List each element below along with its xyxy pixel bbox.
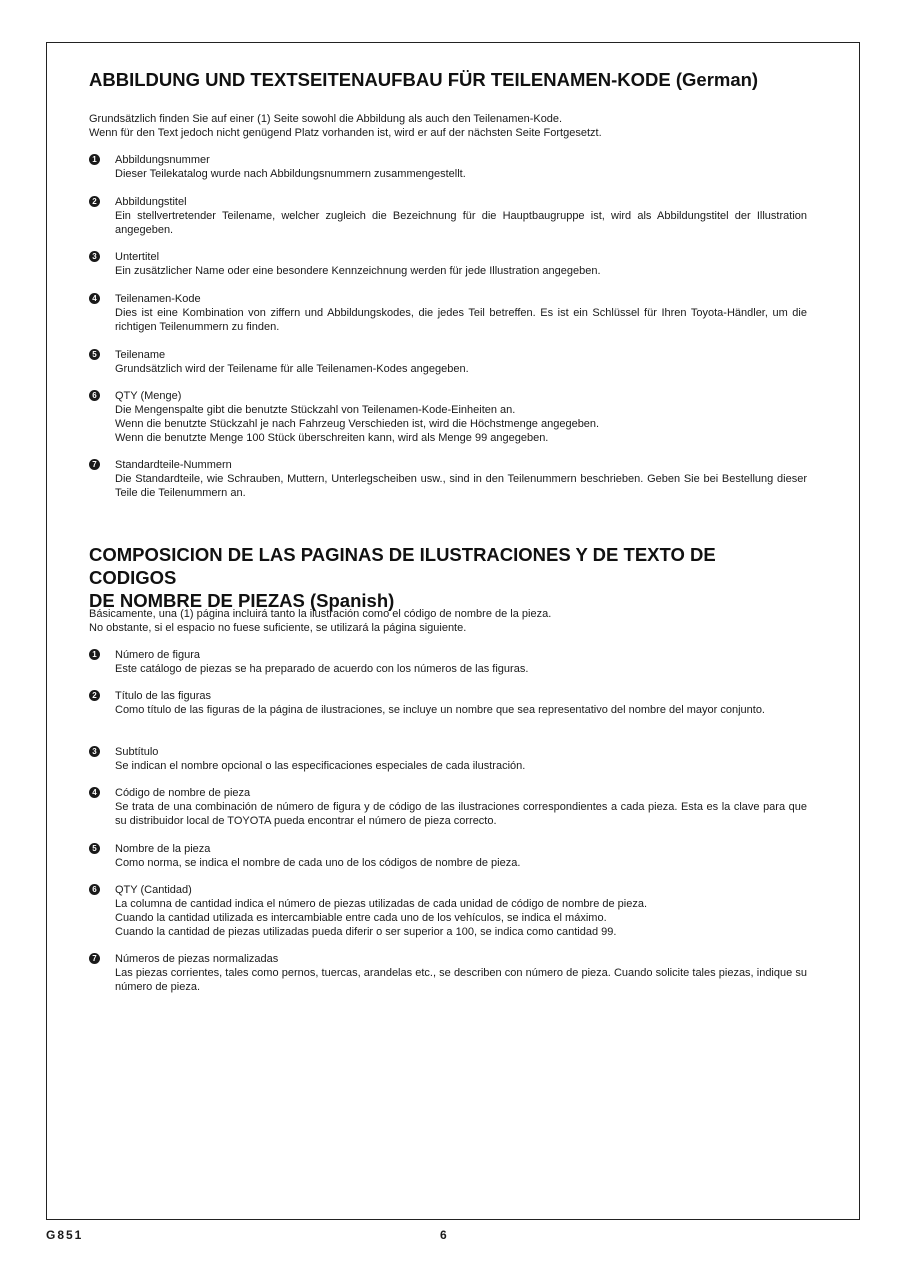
number-bullet-icon: 2 xyxy=(89,196,100,207)
german-intro-line-1: Grundsätzlich finden Sie auf einer (1) Seite sowohl die Abbildung als auch den Teilenamen-Kode. xyxy=(89,113,563,125)
number-bullet-icon: 5 xyxy=(89,349,100,360)
item-description-line: Wenn die benutzte Menge 100 Stück überschreiten kann, wird als Menge 99 angegeben. xyxy=(115,432,549,444)
item-description: Dieser Teilekatalog wurde nach Abbildungsnummern zusammengestellt. xyxy=(115,168,466,180)
spanish-item-3 xyxy=(89,745,807,773)
item-title: Standardteile-Nummern xyxy=(115,459,232,471)
german-item-4 xyxy=(89,292,807,334)
number-bullet-icon: 6 xyxy=(89,390,100,401)
item-description-line: Wenn die benutzte Stückzahl je nach Fahrzeug Verschieden ist, wird die Höchstmenge angegeben. xyxy=(115,418,600,430)
item-title: Título de las figuras xyxy=(115,690,211,702)
german-item-6 xyxy=(89,389,807,445)
number-bullet-icon: 7 xyxy=(89,459,100,470)
item-description: Se indican el nombre opcional o las especificaciones especiales de cada ilustración. xyxy=(115,760,526,772)
spanish-item-7 xyxy=(89,952,807,994)
item-title: Teilenamen-Kode xyxy=(115,293,201,305)
spanish-intro xyxy=(89,607,807,635)
item-description: Este catálogo de piezas se ha preparado de acuerdo con los números de las figuras. xyxy=(115,663,529,675)
catalog-code: G851 xyxy=(46,1228,84,1242)
spanish-section xyxy=(89,543,807,612)
item-description: Die Standardteile, wie Schrauben, Muttern, Unterlegscheiben usw., sind in den Teilenummern beschrieben. Geben Sie bei Bestellung dieser Teile die Teilenummern an. xyxy=(115,473,807,499)
item-description: Grundsätzlich wird der Teilename für alle Teilenamen-Kodes angegeben. xyxy=(115,363,469,375)
item-title: QTY (Cantidad) xyxy=(115,884,192,896)
item-title: Abbildungsnummer xyxy=(115,154,210,166)
item-description-line: Cuando la cantidad utilizada es intercambiable entre cada uno de los vehículos, se indica el máximo. xyxy=(115,912,607,924)
spanish-item-4 xyxy=(89,786,807,828)
number-bullet-icon: 3 xyxy=(89,746,100,757)
item-title: Abbildungstitel xyxy=(115,196,187,208)
number-bullet-icon: 4 xyxy=(89,787,100,798)
item-description-line: Cuando la cantidad de piezas utilizadas pueda diferir o ser superior a 100, se indica como cantidad 99. xyxy=(115,926,617,938)
page-number: 6 xyxy=(440,1228,447,1242)
spanish-item-6 xyxy=(89,883,807,939)
item-title: Teilename xyxy=(115,349,166,361)
item-description: Como norma, se indica el nombre de cada uno de los códigos de nombre de pieza. xyxy=(115,857,521,869)
spanish-item-1 xyxy=(89,648,807,676)
german-item-1 xyxy=(89,153,807,181)
german-item-3 xyxy=(89,250,807,278)
item-description: Ein stellvertretender Teilename, welcher zugleich die Bezeichnung für die Hauptbaugruppe ist, wird als Abbildungstitel der Illustration angegeben. xyxy=(115,210,807,236)
number-bullet-icon: 2 xyxy=(89,690,100,701)
number-bullet-icon: 3 xyxy=(89,251,100,262)
item-description-line: Die Mengenspalte gibt die benutzte Stückzahl von Teilenamen-Kode-Einheiten an. xyxy=(115,404,516,416)
number-bullet-icon: 1 xyxy=(89,154,100,165)
number-bullet-icon: 6 xyxy=(89,884,100,895)
item-description: Dies ist eine Kombination von ziffern und Abbildungskodes, die jedes Teil betreffen. Es ist ein Schlüssel für Ihren Toyota-Händler, um die richtigen Teilenummern zu finden. xyxy=(115,307,807,333)
item-title: Código de nombre de pieza xyxy=(115,787,251,799)
spanish-intro-line-1: Básicamente, una (1) página incluirá tanto la ilustración como el código de nombre de la pieza. xyxy=(89,608,552,620)
item-title: Nombre de la pieza xyxy=(115,843,211,855)
spanish-title-line-2: DE NOMBRE DE PIEZAS (Spanish) xyxy=(89,590,395,611)
spanish-item-5 xyxy=(89,842,807,870)
german-title: ABBILDUNG UND TEXTSEITENAUFBAU FÜR TEILENAMEN-KODE (German) xyxy=(89,69,759,90)
german-intro xyxy=(89,112,807,140)
item-description: Las piezas corrientes, tales como pernos, tuercas, arandelas etc., se describen con número de pieza. Cuando solicite tales piezas, indique su número de pieza. xyxy=(115,967,807,993)
number-bullet-icon: 7 xyxy=(89,953,100,964)
german-section xyxy=(89,68,807,91)
number-bullet-icon: 1 xyxy=(89,649,100,660)
item-description-line: La columna de cantidad indica el número de piezas utilizadas de cada unidad de código de nombre de pieza. xyxy=(115,898,648,910)
item-title: QTY (Menge) xyxy=(115,390,182,402)
spanish-title-line-1: COMPOSICION DE LAS PAGINAS DE ILUSTRACIONES Y DE TEXTO DE CODIGOS xyxy=(89,544,716,588)
number-bullet-icon: 5 xyxy=(89,843,100,854)
item-title: Números de piezas normalizadas xyxy=(115,953,279,965)
item-description: Ein zusätzlicher Name oder eine besondere Kennzeichnung werden für jede Illustration angegeben. xyxy=(115,265,601,277)
german-intro-line-2: Wenn für den Text jedoch nicht genügend Platz vorhanden ist, wird er auf der nächsten Seite Fortgesetzt. xyxy=(89,127,602,139)
spanish-item-2 xyxy=(89,689,807,717)
number-bullet-icon: 4 xyxy=(89,293,100,304)
german-item-7 xyxy=(89,458,807,500)
item-description: Como título de las figuras de la página de ilustraciones, se incluye un nombre que sea representativo del nombre del mayor conjunto. xyxy=(115,704,765,716)
item-title: Subtítulo xyxy=(115,746,159,758)
german-item-5 xyxy=(89,348,807,376)
item-title: Untertitel xyxy=(115,251,160,263)
german-item-2 xyxy=(89,195,807,237)
item-description: Se trata de una combinación de número de figura y de código de las ilustraciones correspondientes a cada pieza. Esta es la clave para que su distribuidor local de TOYOTA pueda encontrar el número de pieza correcto. xyxy=(115,801,807,827)
item-title: Número de figura xyxy=(115,649,200,661)
spanish-intro-line-2: No obstante, si el espacio no fuese suficiente, se utilizará la página siguiente. xyxy=(89,622,467,634)
